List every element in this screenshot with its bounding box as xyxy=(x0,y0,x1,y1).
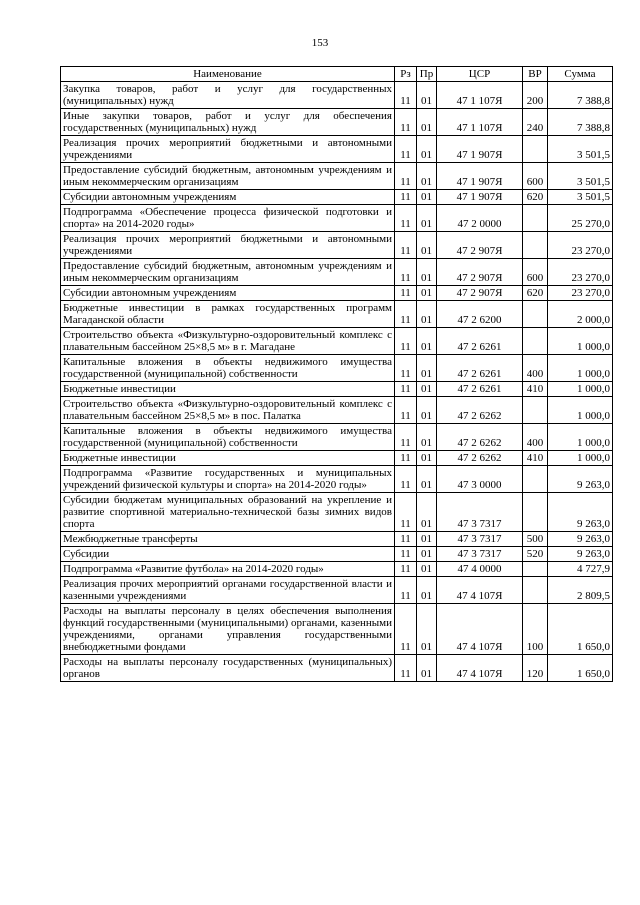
table-row xyxy=(61,397,613,424)
cell-pr: 01 xyxy=(417,577,437,604)
cell-csr: 47 1 907Я xyxy=(437,136,523,163)
cell-name: Бюджетные инвестиции xyxy=(61,382,395,397)
table-row xyxy=(61,301,613,328)
cell-vr xyxy=(523,397,548,424)
cell-sum: 1 000,0 xyxy=(548,397,613,424)
cell-csr: 47 1 907Я xyxy=(437,163,523,190)
cell-rz: 11 xyxy=(395,109,417,136)
cell-pr: 01 xyxy=(417,562,437,577)
cell-pr: 01 xyxy=(417,424,437,451)
cell-pr: 01 xyxy=(417,547,437,562)
cell-rz: 11 xyxy=(395,655,417,682)
cell-rz: 11 xyxy=(395,397,417,424)
cell-csr: 47 4 107Я xyxy=(437,604,523,655)
cell-name: Расходы на выплаты персоналу в целях обеспечения выполнения функций государственными (муниципальными) органами, казенными учреждениями, органами управления государственными внебюджетными фондами xyxy=(61,604,395,655)
cell-sum: 1 000,0 xyxy=(548,451,613,466)
cell-rz: 11 xyxy=(395,286,417,301)
cell-vr xyxy=(523,328,548,355)
cell-csr: 47 1 907Я xyxy=(437,190,523,205)
cell-csr: 47 3 7317 xyxy=(437,532,523,547)
cell-pr: 01 xyxy=(417,328,437,355)
cell-name: Реализация прочих мероприятий бюджетными и автономными учреждениями xyxy=(61,232,395,259)
cell-sum: 1 000,0 xyxy=(548,328,613,355)
cell-pr: 01 xyxy=(417,286,437,301)
cell-vr: 120 xyxy=(523,655,548,682)
table-row xyxy=(61,109,613,136)
cell-vr: 600 xyxy=(523,163,548,190)
cell-sum: 1 650,0 xyxy=(548,604,613,655)
cell-sum: 25 270,0 xyxy=(548,205,613,232)
cell-sum: 23 270,0 xyxy=(548,259,613,286)
table-row xyxy=(61,577,613,604)
table-row xyxy=(61,604,613,655)
cell-name: Межбюджетные трансферты xyxy=(61,532,395,547)
table-row xyxy=(61,205,613,232)
cell-vr: 620 xyxy=(523,286,548,301)
cell-rz: 11 xyxy=(395,82,417,109)
cell-sum: 2 809,5 xyxy=(548,577,613,604)
cell-name: Строительство объекта «Физкультурно-оздоровительный комплекс с плавательным бассейном 25×8,5 м» в г. Магадане xyxy=(61,328,395,355)
cell-vr: 500 xyxy=(523,532,548,547)
cell-name: Иные закупки товаров, работ и услуг для обеспечения государственных (муниципальных) нужд xyxy=(61,109,395,136)
cell-vr xyxy=(523,232,548,259)
cell-sum: 9 263,0 xyxy=(548,547,613,562)
cell-vr xyxy=(523,577,548,604)
cell-vr: 410 xyxy=(523,382,548,397)
cell-name: Субсидии бюджетам муниципальных образований на укрепление и развитие спортивной материально-технической базы зимних видов спорта xyxy=(61,493,395,532)
cell-rz: 11 xyxy=(395,232,417,259)
cell-csr: 47 2 907Я xyxy=(437,286,523,301)
cell-csr: 47 4 107Я xyxy=(437,655,523,682)
cell-name: Подпрограмма «Обеспечение процесса физической подготовки и спорта» на 2014-2020 годы» xyxy=(61,205,395,232)
cell-pr: 01 xyxy=(417,136,437,163)
cell-sum: 23 270,0 xyxy=(548,286,613,301)
cell-rz: 11 xyxy=(395,355,417,382)
cell-pr: 01 xyxy=(417,466,437,493)
cell-rz: 11 xyxy=(395,328,417,355)
cell-sum: 9 263,0 xyxy=(548,532,613,547)
cell-sum: 3 501,5 xyxy=(548,136,613,163)
cell-pr: 01 xyxy=(417,655,437,682)
cell-vr xyxy=(523,136,548,163)
cell-sum: 23 270,0 xyxy=(548,232,613,259)
cell-vr xyxy=(523,205,548,232)
table-row xyxy=(61,532,613,547)
table-row xyxy=(61,451,613,466)
cell-rz: 11 xyxy=(395,493,417,532)
cell-csr: 47 2 6261 xyxy=(437,328,523,355)
cell-sum: 9 263,0 xyxy=(548,493,613,532)
budget-table xyxy=(60,66,613,682)
cell-name: Подпрограмма «Развитие государственных и муниципальных учреждений физической культуры и спорта» на 2014-2020 годы» xyxy=(61,466,395,493)
table-row xyxy=(61,424,613,451)
cell-sum: 9 263,0 xyxy=(548,466,613,493)
cell-sum: 4 727,9 xyxy=(548,562,613,577)
cell-vr: 100 xyxy=(523,604,548,655)
cell-vr xyxy=(523,466,548,493)
cell-sum: 1 000,0 xyxy=(548,355,613,382)
cell-sum: 3 501,5 xyxy=(548,163,613,190)
cell-pr: 01 xyxy=(417,532,437,547)
table-row xyxy=(61,547,613,562)
cell-vr: 600 xyxy=(523,259,548,286)
cell-rz: 11 xyxy=(395,451,417,466)
cell-name: Предоставление субсидий бюджетным, автономным учреждениям и иным некоммерческим организациям xyxy=(61,259,395,286)
table-row xyxy=(61,328,613,355)
cell-sum: 3 501,5 xyxy=(548,190,613,205)
cell-rz: 11 xyxy=(395,190,417,205)
column-header-rz: Рз xyxy=(395,67,417,82)
cell-pr: 01 xyxy=(417,451,437,466)
cell-rz: 11 xyxy=(395,466,417,493)
cell-csr: 47 1 107Я xyxy=(437,109,523,136)
cell-csr: 47 4 0000 xyxy=(437,562,523,577)
cell-name: Капитальные вложения в объекты недвижимого имущества государственной (муниципальной) собственности xyxy=(61,355,395,382)
cell-vr: 620 xyxy=(523,190,548,205)
cell-name: Субсидии автономным учреждениям xyxy=(61,190,395,205)
cell-pr: 01 xyxy=(417,190,437,205)
cell-vr: 400 xyxy=(523,355,548,382)
cell-rz: 11 xyxy=(395,604,417,655)
table-row xyxy=(61,136,613,163)
cell-rz: 11 xyxy=(395,547,417,562)
cell-csr: 47 4 107Я xyxy=(437,577,523,604)
cell-rz: 11 xyxy=(395,301,417,328)
cell-sum: 7 388,8 xyxy=(548,109,613,136)
cell-name: Капитальные вложения в объекты недвижимого имущества государственной (муниципальной) собственности xyxy=(61,424,395,451)
cell-pr: 01 xyxy=(417,109,437,136)
cell-pr: 01 xyxy=(417,232,437,259)
cell-csr: 47 1 107Я xyxy=(437,82,523,109)
cell-name: Предоставление субсидий бюджетным, автономным учреждениям и иным некоммерческим организациям xyxy=(61,163,395,190)
cell-rz: 11 xyxy=(395,259,417,286)
cell-sum: 1 000,0 xyxy=(548,382,613,397)
table-row xyxy=(61,355,613,382)
table-row xyxy=(61,655,613,682)
cell-pr: 01 xyxy=(417,259,437,286)
cell-vr: 520 xyxy=(523,547,548,562)
cell-rz: 11 xyxy=(395,382,417,397)
cell-pr: 01 xyxy=(417,382,437,397)
cell-sum: 2 000,0 xyxy=(548,301,613,328)
page-number: 153 xyxy=(311,37,329,49)
cell-name: Подпрограмма «Развитие футбола» на 2014-2020 годы» xyxy=(61,562,395,577)
cell-csr: 47 3 7317 xyxy=(437,547,523,562)
cell-pr: 01 xyxy=(417,205,437,232)
cell-rz: 11 xyxy=(395,532,417,547)
column-header-sum: Сумма xyxy=(548,67,613,82)
cell-rz: 11 xyxy=(395,205,417,232)
cell-csr: 47 2 907Я xyxy=(437,232,523,259)
cell-rz: 11 xyxy=(395,424,417,451)
cell-vr: 240 xyxy=(523,109,548,136)
cell-csr: 47 3 7317 xyxy=(437,493,523,532)
table-row xyxy=(61,382,613,397)
cell-sum: 7 388,8 xyxy=(548,82,613,109)
table-row xyxy=(61,562,613,577)
cell-vr xyxy=(523,562,548,577)
table-row xyxy=(61,286,613,301)
cell-csr: 47 2 6262 xyxy=(437,451,523,466)
column-header-pr: Пр xyxy=(417,67,437,82)
table-row xyxy=(61,232,613,259)
cell-pr: 01 xyxy=(417,493,437,532)
column-header-name: Наименование xyxy=(61,67,395,82)
cell-rz: 11 xyxy=(395,136,417,163)
cell-name: Строительство объекта «Физкультурно-оздоровительный комплекс с плавательным бассейном 25×8,5 м» в пос. Палатка xyxy=(61,397,395,424)
cell-rz: 11 xyxy=(395,577,417,604)
cell-pr: 01 xyxy=(417,397,437,424)
cell-vr xyxy=(523,301,548,328)
cell-csr: 47 2 0000 xyxy=(437,205,523,232)
table-row xyxy=(61,190,613,205)
cell-vr: 400 xyxy=(523,424,548,451)
cell-rz: 11 xyxy=(395,163,417,190)
cell-pr: 01 xyxy=(417,163,437,190)
cell-name: Реализация прочих мероприятий бюджетными и автономными учреждениями xyxy=(61,136,395,163)
cell-pr: 01 xyxy=(417,82,437,109)
cell-name: Закупка товаров, работ и услуг для государственных (муниципальных) нужд xyxy=(61,82,395,109)
cell-name: Бюджетные инвестиции в рамках государственных программ Магаданской области xyxy=(61,301,395,328)
cell-rz: 11 xyxy=(395,562,417,577)
cell-pr: 01 xyxy=(417,604,437,655)
table-row xyxy=(61,259,613,286)
cell-csr: 47 2 6262 xyxy=(437,397,523,424)
cell-name: Субсидии xyxy=(61,547,395,562)
cell-name: Расходы на выплаты персоналу государственных (муниципальных) органов xyxy=(61,655,395,682)
table-row xyxy=(61,493,613,532)
cell-csr: 47 2 6261 xyxy=(437,355,523,382)
cell-csr: 47 3 0000 xyxy=(437,466,523,493)
cell-vr xyxy=(523,493,548,532)
cell-name: Бюджетные инвестиции xyxy=(61,451,395,466)
cell-sum: 1 650,0 xyxy=(548,655,613,682)
cell-name: Реализация прочих мероприятий органами государственной власти и казенными учреждениями xyxy=(61,577,395,604)
cell-vr: 200 xyxy=(523,82,548,109)
cell-csr: 47 2 6262 xyxy=(437,424,523,451)
cell-csr: 47 2 6200 xyxy=(437,301,523,328)
cell-pr: 01 xyxy=(417,355,437,382)
table-row xyxy=(61,82,613,109)
column-header-csr: ЦСР xyxy=(437,67,523,82)
table-row xyxy=(61,163,613,190)
table-header-row xyxy=(61,67,613,82)
table-row xyxy=(61,466,613,493)
cell-csr: 47 2 907Я xyxy=(437,259,523,286)
cell-vr: 410 xyxy=(523,451,548,466)
cell-sum: 1 000,0 xyxy=(548,424,613,451)
cell-name: Субсидии автономным учреждениям xyxy=(61,286,395,301)
column-header-vr: ВР xyxy=(523,67,548,82)
cell-csr: 47 2 6261 xyxy=(437,382,523,397)
cell-pr: 01 xyxy=(417,301,437,328)
